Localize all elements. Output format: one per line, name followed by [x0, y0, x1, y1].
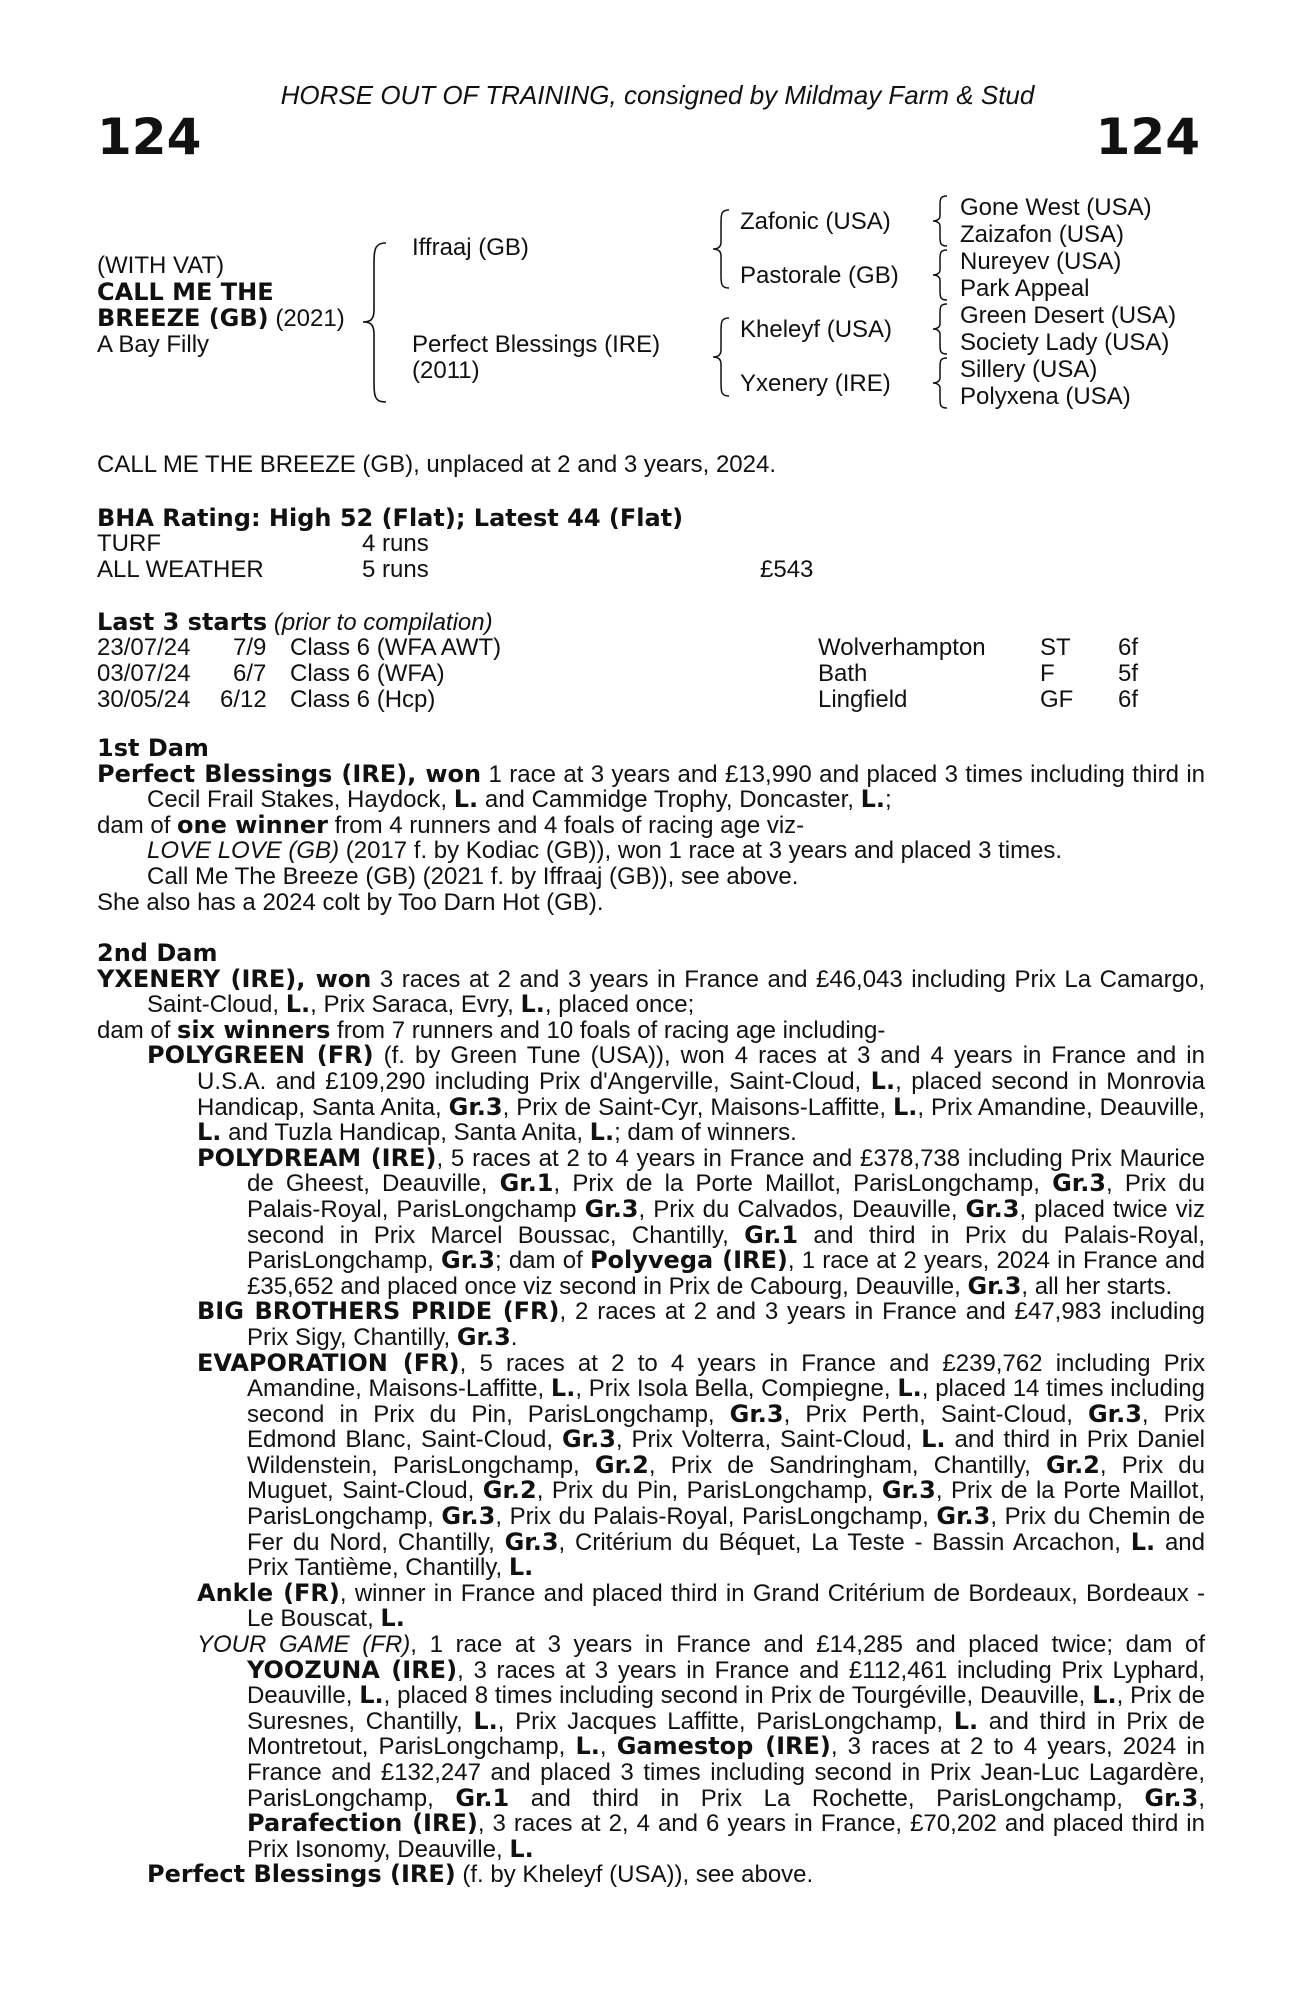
consignment-line: HORSE OUT OF TRAINING, consigned by Mildmay Farm & Stud: [280, 80, 1035, 110]
horse-name: Gamestop (IRE): [616, 1732, 831, 1761]
text: , placed twice viz second in Prix Marcel Boussac, Chantilly,: [247, 1195, 1205, 1249]
aw-earnings: £543: [760, 556, 814, 583]
aw-label: ALL WEATHER: [97, 556, 264, 583]
race-summary: CALL ME THE BREEZE (GB), unplaced at 2 and 3 years, 2024.: [97, 451, 776, 478]
horse-name: BIG BROTHERS PRIDE (FR): [197, 1297, 560, 1326]
text: and third in Prix Daniel Wildenstein, ParisLongchamp,: [247, 1426, 1206, 1479]
group-badge: Gr.1: [744, 1220, 799, 1249]
text: ,: [599, 1733, 607, 1761]
start-date: 03/07/24: [97, 660, 191, 687]
group-badge: Gr.2: [1045, 1450, 1100, 1479]
listed-badge: L.: [575, 1732, 600, 1761]
text: , Prix de Sandringham, Chantilly,: [648, 1451, 1046, 1479]
text: and Prix Tantième, Chantilly,: [247, 1528, 1206, 1582]
dam-year: (2011): [412, 357, 480, 384]
horse-name: Polyvega (IRE): [589, 1246, 788, 1275]
listed-badge: L.: [1130, 1527, 1156, 1556]
start-distance: 5f: [1118, 660, 1139, 687]
text: , placed once;: [544, 991, 695, 1019]
group-badge: Gr.3: [881, 1476, 936, 1505]
text: , 3 races at 2, 4 and 6 years in France, £70,202 and placed third in Prix Isonomy, Deauville,: [247, 1810, 1205, 1863]
last-starts-note: (prior to compilation): [267, 609, 493, 636]
horse-name: YOUR GAME (FR): [197, 1631, 411, 1659]
sire-dam: Pastorale (GB): [740, 262, 899, 289]
start-date: 30/05/24: [97, 686, 191, 713]
listed-badge: L.: [520, 990, 545, 1019]
text: and third in Prix du Palais-Royal, ParisLongchamp,: [247, 1221, 1205, 1275]
brace-icon: [930, 248, 950, 302]
produce-note: She also has a 2024 colt by Too Darn Hot (GB).: [97, 888, 604, 916]
group-badge: Gr.3: [936, 1502, 991, 1531]
listed-badge: L.: [892, 1092, 918, 1121]
vat-note: (WITH VAT): [97, 252, 225, 279]
last-starts-heading: [97, 609, 493, 636]
start-class: Class 6 (WFA AWT): [290, 634, 502, 661]
text: ;: [885, 786, 892, 814]
group-badge: Gr.3: [441, 1246, 495, 1275]
text: and Tuzla Handicap, Santa Anita,: [221, 1119, 590, 1147]
text: , 5 races at 2 to 4 years in France and £378,738 including Prix Maurice de Gheest, Deauville,: [247, 1144, 1205, 1198]
text: , 1 race at 3 years in France and £14,285 and placed twice; dam of: [410, 1631, 1206, 1659]
winners-count: six winners: [177, 1015, 331, 1044]
text: (f. by Green Tune (USA)), won 4 races at 3 and 4 years in France and in U.S.A. and £109,290 including Prix d'Angerville, Saint-Cloud,: [197, 1042, 1205, 1095]
brace-icon: [360, 240, 390, 405]
text: , Prix du Pin, ParisLongchamp,: [536, 1477, 882, 1505]
gen4-2: Zaizafon (USA): [960, 221, 1125, 248]
listed-badge: L.: [285, 990, 311, 1019]
text: from 4 runners and 4 foals of racing age viz-: [327, 811, 805, 839]
horse-name: POLYDREAM (IRE): [197, 1143, 437, 1172]
start-class: Class 6 (WFA): [290, 660, 445, 687]
gen4-3: Nureyev (USA): [960, 248, 1122, 275]
second-dam-record: [97, 964, 1205, 1019]
produce-item: [97, 838, 1205, 864]
first-dam-produce: [97, 810, 1205, 839]
horse-name: YXENERY (IRE): [97, 964, 297, 993]
winners-count: one winner: [177, 810, 328, 839]
produce-evaporation: [97, 1348, 1206, 1582]
text: , Prix Perth, Saint-Cloud,: [783, 1400, 1088, 1428]
horse-name: LOVE LOVE (GB): [147, 837, 340, 865]
group-badge: Gr.3: [456, 1322, 511, 1351]
sire-sire: Zafonic (USA): [740, 208, 891, 235]
horse-name: Perfect Blessings (IRE): [97, 759, 408, 788]
horse-name-line2-text: BREEZE (GB): [97, 304, 269, 332]
group-badge: Gr.3: [1052, 1169, 1107, 1198]
dam: Perfect Blessings (IRE): [412, 331, 661, 358]
gen4-8: Polyxena (USA): [960, 383, 1131, 410]
text: , 1 race at 2 years, 2024 in France and £35,652 and placed once viz second in Prix de Cabourg, Deauville,: [247, 1247, 1205, 1300]
lot-number-right: 124: [1095, 108, 1200, 166]
horse-name: Ankle (FR): [197, 1578, 340, 1607]
listed-badge: L.: [197, 1118, 222, 1147]
text: dam of: [97, 811, 178, 839]
produce-big-brothers-pride: [97, 1299, 1205, 1350]
aw-runs: 5 runs: [362, 556, 429, 583]
group-badge: Gr.3: [561, 1425, 616, 1454]
horse-description: A Bay Filly: [97, 331, 210, 358]
text: and third in Prix de Montretout, ParisLongchamp,: [247, 1707, 1205, 1761]
lot-number-left: 124: [97, 108, 202, 166]
first-dam-heading: 1st Dam: [97, 734, 209, 762]
second-dam-heading: 2nd Dam: [97, 939, 218, 967]
start-going: GF: [1040, 686, 1074, 713]
listed-badge: L.: [953, 1706, 979, 1735]
text: , placed 8 times including second in Prix de Tourgéville, Deauville,: [383, 1682, 1093, 1710]
listed-badge: L.: [508, 1553, 534, 1582]
listed-badge: L.: [473, 1706, 498, 1735]
produce-item: Call Me The Breeze (GB) (2021 f. by Iffraaj (GB)), see above.: [147, 862, 799, 890]
gen4-5: Green Desert (USA): [960, 302, 1177, 329]
second-dam-produce: [97, 1015, 1205, 1044]
text: (f. by Kheleyf (USA)), see above.: [455, 1861, 814, 1889]
text: , placed 14 times including second in Prix du Pin, ParisLongchamp,: [247, 1375, 1206, 1428]
start-distance: 6f: [1118, 634, 1139, 661]
start-course: Wolverhampton: [818, 634, 986, 661]
horse-name: YOOZUNA (IRE): [247, 1655, 458, 1684]
produce-ankle: [97, 1578, 1205, 1633]
produce-your-game: [97, 1632, 1205, 1862]
listed-badge: L.: [1092, 1681, 1117, 1710]
group-badge: Gr.2: [594, 1450, 649, 1479]
listed-badge: L.: [860, 785, 886, 814]
first-dam-section: [97, 736, 1205, 915]
start-course: Lingfield: [818, 686, 908, 713]
second-dam-section: [97, 941, 1205, 1888]
horse-year: (2021): [268, 305, 345, 332]
listed-badge: L.: [453, 785, 479, 814]
sire: Iffraaj (GB): [412, 234, 529, 261]
gen4-4: Park Appeal: [960, 275, 1090, 302]
bha-rating: BHA Rating: High 52 (Flat); Latest 44 (Flat): [97, 504, 684, 532]
text: , Prix du Muguet, Saint-Cloud,: [247, 1451, 1206, 1505]
turf-label: TURF: [97, 530, 161, 557]
listed-badge: L.: [897, 1374, 922, 1403]
text: , Critérium du Béquet, La Teste - Bassin Arcachon,: [558, 1528, 1131, 1556]
text: ; dam of: [494, 1247, 590, 1275]
gen4-6: Society Lady (USA): [960, 329, 1170, 356]
listed-badge: L.: [550, 1374, 576, 1403]
brace-icon: [930, 194, 950, 248]
text: ,: [1198, 1784, 1206, 1812]
horse-name: Perfect Blessings (IRE): [147, 1860, 456, 1889]
listed-badge: L.: [509, 1834, 534, 1863]
text: , 3 races at 3 years in France and £112,461 including Prix Lyphard, Deauville,: [247, 1656, 1205, 1710]
listed-badge: L.: [870, 1066, 896, 1095]
group-badge: Gr.3: [965, 1194, 1020, 1223]
start-pos: 6/7: [233, 660, 267, 687]
horse-name: Parafection (IRE): [247, 1809, 478, 1838]
text: .: [510, 1323, 518, 1351]
horse-name: POLYGREEN (FR): [147, 1041, 374, 1070]
start-distance: 6f: [1118, 686, 1139, 713]
start-going: F: [1040, 660, 1055, 687]
start-course: Bath: [818, 660, 868, 687]
gen4-7: Sillery (USA): [960, 356, 1098, 383]
group-badge: Gr.3: [729, 1399, 784, 1428]
text: , Prix du Calvados, Deauville,: [638, 1195, 966, 1223]
group-badge: Gr.3: [504, 1527, 559, 1556]
listed-badge: L.: [359, 1681, 384, 1710]
group-badge: Gr.3: [441, 1502, 496, 1531]
group-badge: Gr.1: [455, 1783, 510, 1812]
text: and third in Prix La Rochette, ParisLongchamp,: [509, 1784, 1145, 1812]
dam-dam: Yxenery (IRE): [740, 370, 891, 397]
text: , Prix Jacques Laffitte, ParisLongchamp,: [497, 1707, 954, 1735]
group-badge: Gr.3: [584, 1194, 639, 1223]
text: , Prix de Saint-Cyr, Maisons-Laffitte,: [502, 1093, 893, 1121]
brace-icon: [930, 302, 950, 356]
won-label: , won: [407, 759, 482, 788]
horse-name: EVAPORATION (FR): [197, 1348, 460, 1377]
text: 3 races at 2 and 3 years in France and £46,043 including Prix La Camargo, Saint-Cloud,: [147, 965, 1205, 1019]
text: , Prix Amandine, Deauville,: [917, 1093, 1205, 1121]
start-pos: 6/12: [220, 686, 267, 713]
listed-badge: L.: [589, 1118, 615, 1147]
text: (2017 f. by Kodiac (GB)), won 1 race at 3 years and placed 3 times.: [339, 837, 1063, 865]
text: , Prix du Palais-Royal, ParisLongchamp: [247, 1170, 1206, 1223]
dam-sire: Kheleyf (USA): [740, 316, 893, 343]
group-badge: Gr.3: [448, 1092, 503, 1121]
last-starts-title: Last 3 starts: [97, 608, 268, 636]
produce-polygreen: [97, 1043, 1205, 1145]
text: and Cammidge Trophy, Doncaster,: [478, 786, 861, 814]
text: , Prix Isola Bella, Compiegne,: [575, 1375, 898, 1403]
produce-polydream: [97, 1143, 1206, 1300]
text: ; dam of winners.: [614, 1119, 797, 1147]
text: , 2 races at 2 and 3 years in France and £47,983 including Prix Sigy, Chantilly,: [247, 1298, 1205, 1351]
turf-runs: 4 runs: [362, 530, 429, 557]
text: , Prix du Chemin de Fer du Nord, Chantilly,: [247, 1503, 1205, 1556]
start-class: Class 6 (Hcp): [290, 686, 436, 713]
text: , Prix du Palais-Royal, ParisLongchamp,: [495, 1503, 937, 1531]
start-going: ST: [1040, 634, 1071, 661]
horse-name-line2: [97, 304, 345, 333]
text: , Prix Volterra, Saint-Cloud,: [615, 1426, 922, 1454]
group-badge: Gr.2: [482, 1476, 537, 1505]
text: , 3 races at 2 to 4 years, 2024 in France and £132,247 and placed 3 times including second in Prix Jean-Luc Lagardère, ParisLongchamp,: [247, 1733, 1205, 1812]
produce-perfect-blessings: [97, 1862, 1205, 1888]
text: , Prix Edmond Blanc, Saint-Cloud,: [247, 1400, 1205, 1454]
text: , placed second in Monrovia Handicap, Santa Anita,: [197, 1067, 1206, 1121]
text: from 7 runners and 10 foals of racing age including-: [330, 1016, 886, 1044]
start-date: 23/07/24: [97, 634, 191, 661]
text: , Prix de Suresnes, Chantilly,: [247, 1682, 1206, 1735]
brace-icon: [930, 356, 950, 410]
text: , Prix Saraca, Evry,: [310, 991, 521, 1019]
start-pos: 7/9: [233, 634, 267, 661]
group-badge: Gr.3: [1087, 1399, 1142, 1428]
group-badge: Gr.3: [1144, 1783, 1199, 1812]
group-badge: Gr.1: [499, 1169, 554, 1198]
listed-badge: L.: [380, 1604, 405, 1633]
text: , Prix de la Porte Maillot, ParisLongchamp,: [247, 1477, 1205, 1531]
listed-badge: L.: [921, 1425, 946, 1454]
text: , all her starts.: [1021, 1272, 1173, 1300]
brace-icon: [710, 208, 732, 290]
horse-name-line1: CALL ME THE: [97, 278, 274, 306]
brace-icon: [710, 316, 732, 398]
text: , 5 races at 2 to 4 years in France and £239,762 including Prix Amandine, Maisons-Laffitte,: [247, 1349, 1205, 1403]
gen4-1: Gone West (USA): [960, 194, 1152, 221]
won-label: , won: [296, 964, 372, 993]
text: dam of: [97, 1016, 178, 1044]
text: 1 race at 3 years and £13,990 and placed 3 times including third in Cecil Frail Stakes, Haydock,: [147, 760, 1206, 814]
group-badge: Gr.3: [967, 1271, 1022, 1300]
text: , winner in France and placed third in Grand Critérium de Bordeaux, Bordeaux - Le Bouscat,: [247, 1579, 1205, 1633]
first-dam-record: [97, 759, 1206, 814]
text: , Prix de la Porte Maillot, ParisLongchamp,: [553, 1170, 1053, 1198]
